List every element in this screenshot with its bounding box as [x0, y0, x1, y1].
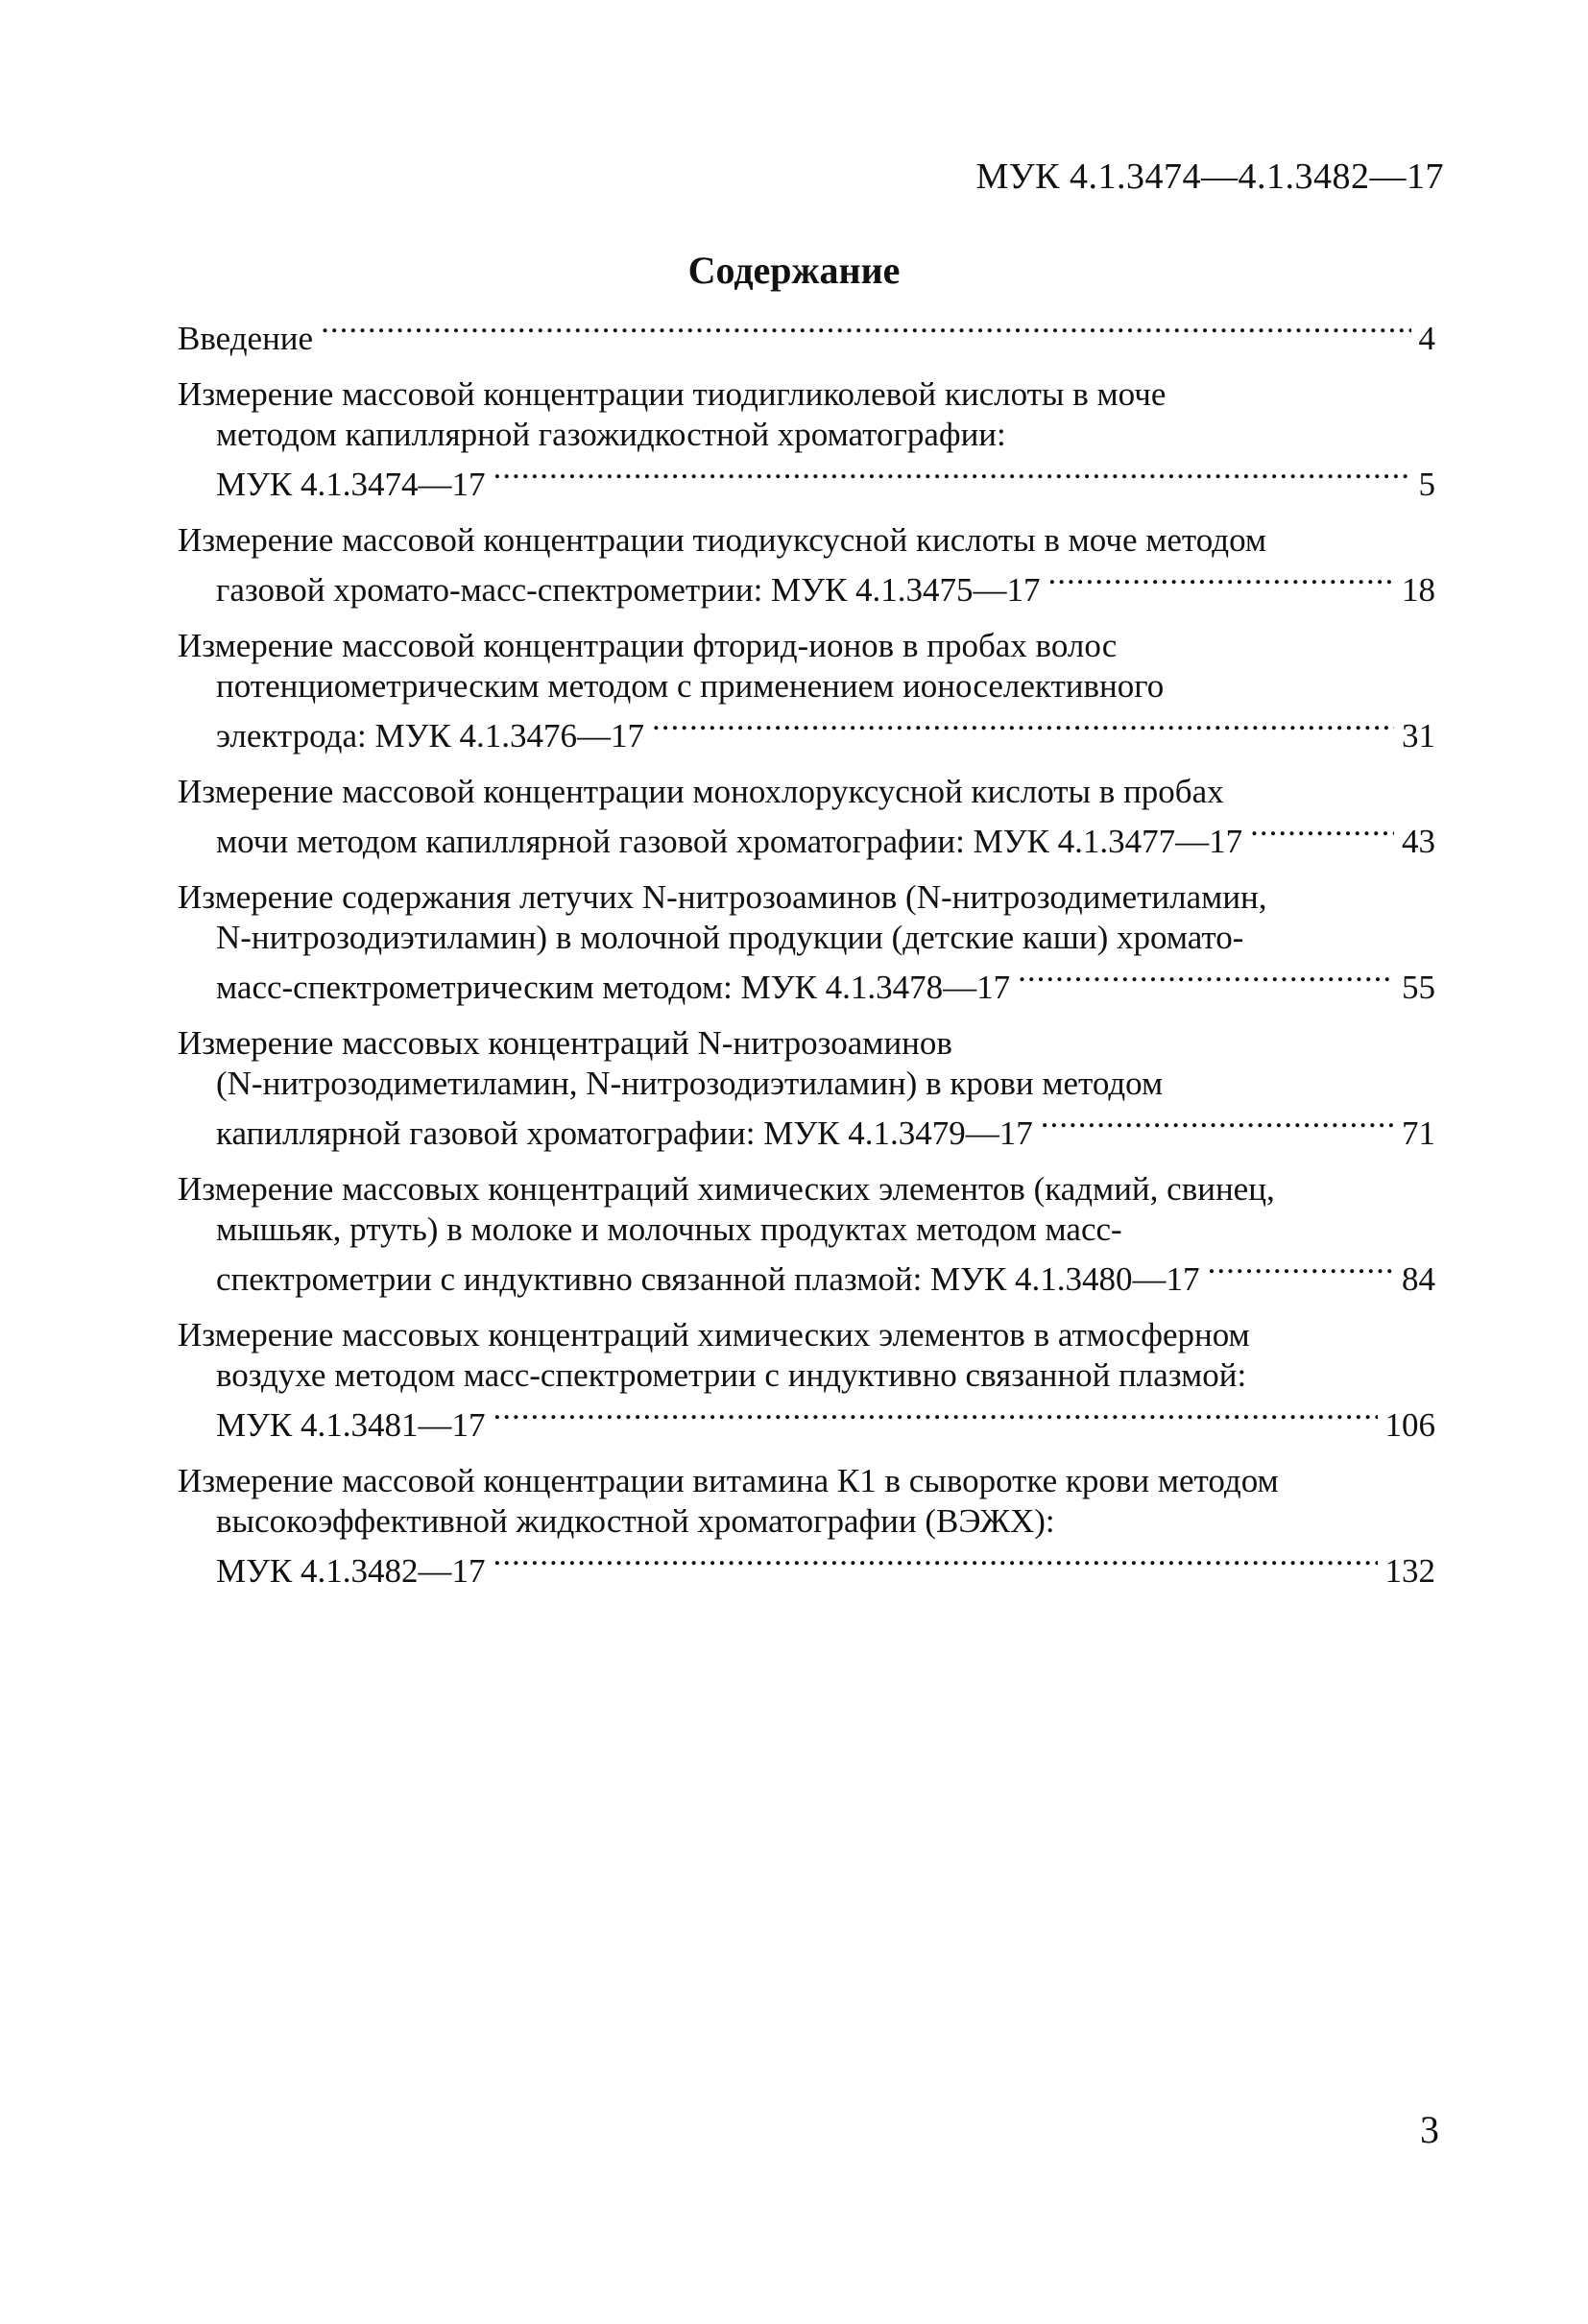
- dot-leader: [1041, 1104, 1394, 1144]
- table-of-contents: [178, 309, 1435, 1607]
- dot-leader: [321, 309, 1410, 349]
- toc-entry: [178, 1169, 1435, 1300]
- toc-entry: [178, 772, 1435, 862]
- toc-entry-line: (N-нитрозодиметиламин, N-нитрозодиэтиламин) в крови методом: [216, 1065, 1164, 1102]
- toc-entry-last-line: [178, 812, 1435, 862]
- toc-page-number: 71: [1402, 1114, 1435, 1152]
- toc-entry-last-line: [178, 1250, 1435, 1300]
- toc-entry-last-line: [178, 958, 1435, 1008]
- dot-leader: [493, 1542, 1378, 1582]
- toc-page-number: 4: [1418, 320, 1435, 357]
- toc-entry-line: Измерение массовой концентрации тиодиуксусной кислоты в моче методом: [178, 521, 1267, 559]
- toc-entry-text: МУК 4.1.3482—17: [216, 1552, 486, 1590]
- toc-entry-last-line: [178, 707, 1435, 756]
- toc-entry-line: Измерение массовой концентрации тиодигликолевой кислоты в моче: [178, 375, 1167, 413]
- toc-entry: [178, 309, 1435, 359]
- toc-page-number: 55: [1402, 969, 1435, 1006]
- toc-entry: [178, 1023, 1435, 1154]
- toc-entry-text: масс-спектрометрическим методом: МУК 4.1.3478—17: [216, 969, 1011, 1006]
- toc-entry-text: спектрометрии с индуктивно связанной плазмой: МУК 4.1.3480—17: [216, 1260, 1200, 1298]
- toc-entry-text: МУК 4.1.3474—17: [216, 466, 486, 503]
- toc-page-number: 31: [1402, 717, 1435, 755]
- toc-entry-line: Измерение содержания летучих N-нитрозоаминов (N-нитрозодиметиламин,: [178, 878, 1267, 916]
- toc-page-number: 5: [1418, 466, 1435, 503]
- dot-leader: [1048, 561, 1394, 601]
- toc-entry-text: капиллярной газовой хроматографии: МУК 4.1.3479—17: [216, 1114, 1033, 1152]
- toc-entry-last-line: [178, 455, 1435, 505]
- toc-entry-line: высокоэффективной жидкостной хроматографии (ВЭЖХ):: [216, 1502, 1055, 1540]
- toc-entry-line: мышьяк, ртуть) в молоке и молочных продуктах методом масс-: [216, 1210, 1122, 1248]
- toc-entry-line: потенциометрическим методом с применением ионоселективного: [216, 667, 1165, 705]
- toc-entry-text: Введение: [178, 320, 314, 357]
- toc-entry-last-line: [178, 1396, 1435, 1446]
- dot-leader: [1018, 958, 1394, 998]
- toc-entry-line: Измерение массовых концентраций химических элементов (кадмий, свинец,: [178, 1170, 1275, 1208]
- toc-entry-last-line: [178, 1542, 1435, 1592]
- toc-entry-line: Измерение массовых концентраций N-нитрозоаминов: [178, 1024, 952, 1062]
- toc-entry-line: воздухе методом масс-спектрометрии с индуктивно связанной плазмой:: [216, 1356, 1247, 1394]
- toc-entry: [178, 374, 1435, 505]
- toc-title: Содержание: [687, 249, 901, 292]
- toc-entry-line: N-нитрозодиэтиламин) в молочной продукции (детские каши) хромато-: [216, 919, 1244, 956]
- toc-entry: [178, 520, 1435, 611]
- toc-entry-last-line: [178, 309, 1435, 359]
- toc-entry-text: газовой хромато-масс-спектрометрии: МУК 4.1.3475—17: [216, 571, 1041, 609]
- toc-entry-text: МУК 4.1.3481—17: [216, 1406, 486, 1444]
- toc-entry: [178, 626, 1435, 756]
- toc-entry-last-line: [178, 1104, 1435, 1154]
- dot-leader: [493, 1396, 1378, 1436]
- toc-page-number: 132: [1384, 1552, 1435, 1590]
- toc-entry: [178, 1461, 1435, 1592]
- toc-entry-line: Измерение массовой концентрации витамина К1 в сыворотке крови методом: [178, 1462, 1279, 1499]
- dot-leader: [493, 455, 1411, 495]
- toc-page-number: 106: [1384, 1406, 1435, 1444]
- toc-entry-line: Измерение массовой концентрации монохлоруксусной кислоты в пробах: [178, 773, 1224, 810]
- toc-entry-line: методом капиллярной газожидкостной хроматографии:: [216, 416, 1006, 453]
- toc-entry-line: Измерение массовых концентраций химических элементов в атмосферном: [178, 1316, 1250, 1354]
- dot-leader: [1250, 812, 1394, 852]
- page-number: 3: [1420, 2108, 1439, 2151]
- toc-page-number: 18: [1402, 571, 1435, 609]
- toc-entry-text: электрода: МУК 4.1.3476—17: [216, 717, 644, 755]
- toc-entry-last-line: [178, 561, 1435, 611]
- toc-entry: [178, 1315, 1435, 1446]
- dot-leader: [1208, 1250, 1394, 1290]
- toc-entry: [178, 877, 1435, 1008]
- toc-page-number: 84: [1402, 1260, 1435, 1298]
- toc-entry-text: мочи методом капиллярной газовой хроматографии: МУК 4.1.3477—17: [216, 823, 1243, 860]
- toc-entry-line: Измерение массовой концентрации фторид-ионов в пробах волос: [178, 627, 1118, 664]
- dot-leader: [652, 707, 1394, 747]
- toc-page-number: 43: [1402, 823, 1435, 860]
- document-code: МУК 4.1.3474—4.1.3482—17: [975, 156, 1444, 197]
